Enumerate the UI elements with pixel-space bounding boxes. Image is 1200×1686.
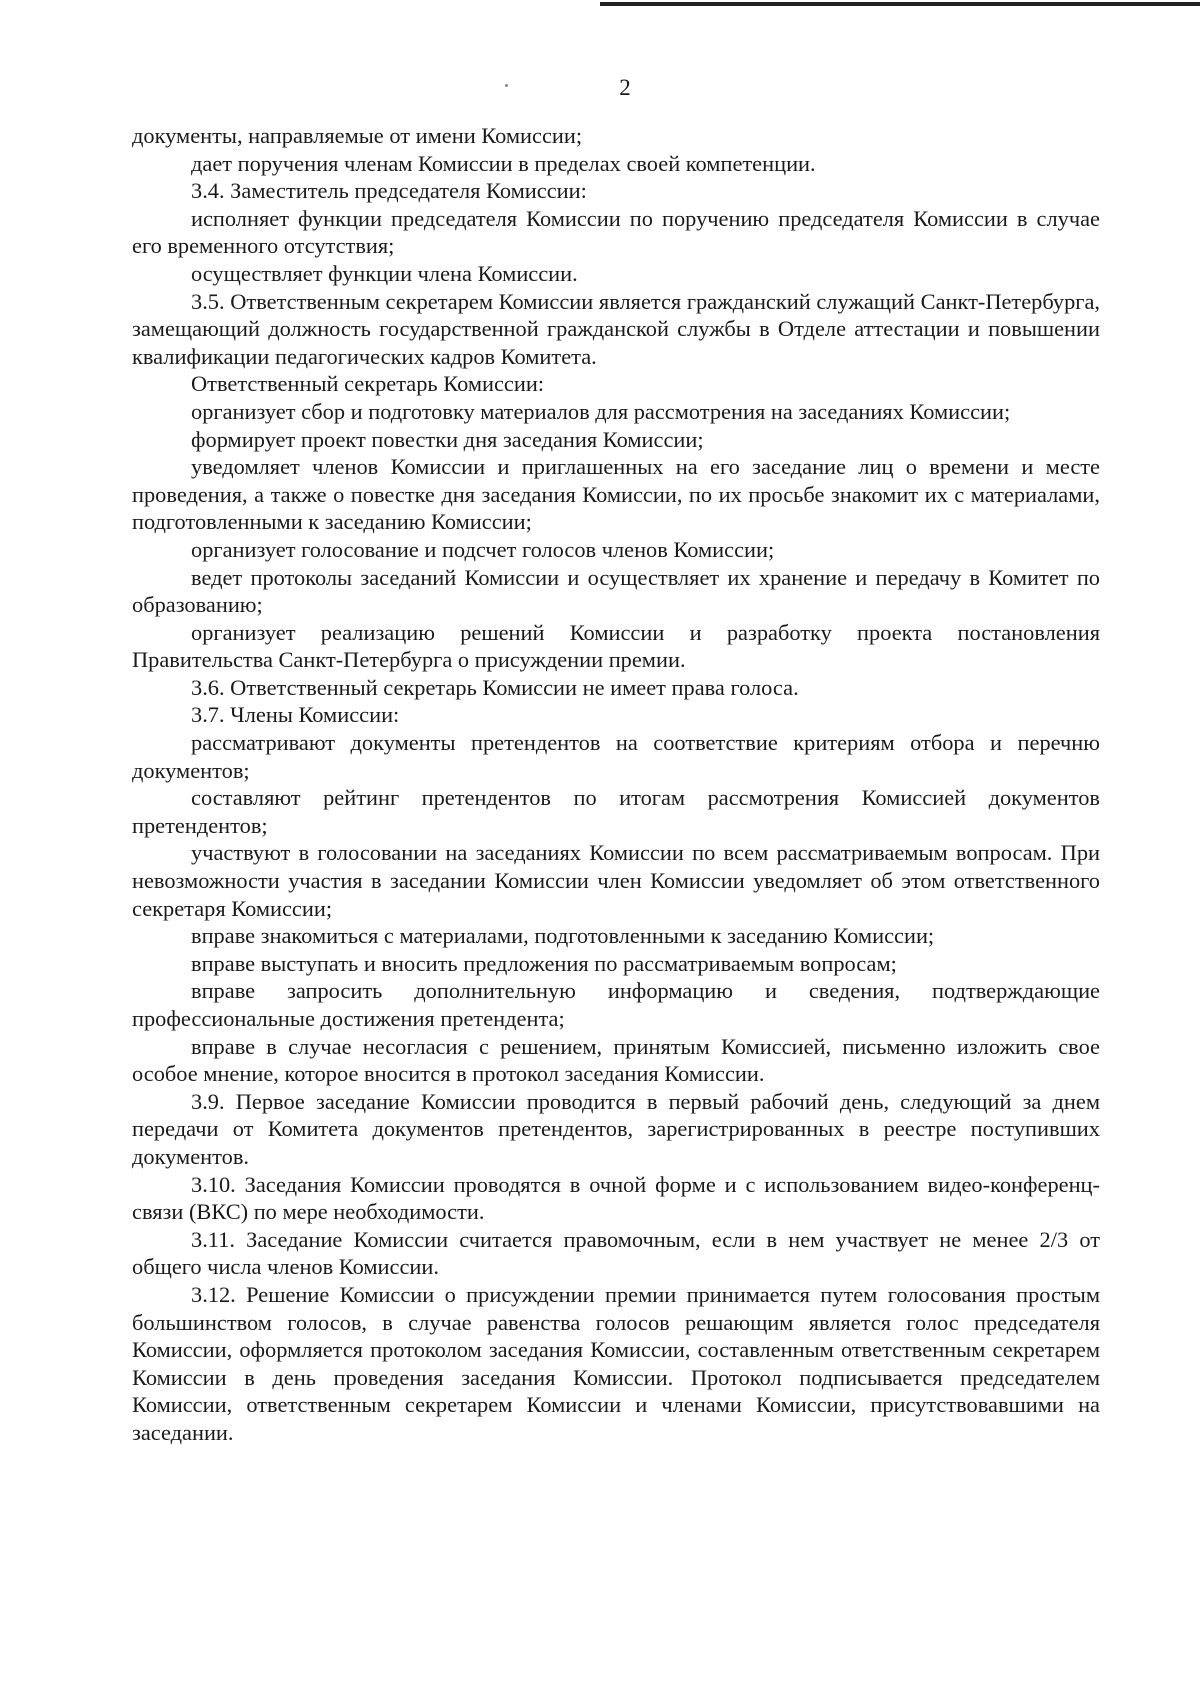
paragraph: осуществляет функции члена Комиссии. bbox=[191, 260, 578, 286]
paragraph: ведет протоколы заседаний Комиссии и осуществляет их хранение и передачу в Комитет по образованию; bbox=[132, 564, 1100, 618]
paragraph: вправе знакомиться с материалами, подготовленными к заседанию Комиссии; bbox=[191, 923, 935, 949]
page-number: 2 bbox=[619, 75, 631, 100]
paragraph: уведомляет членов Комиссии и приглашенных на его заседание лиц о времени и месте проведения, а также о повестке дня заседания Комиссии, по их просьбе знакомит их с материалами, подготовленными к заседанию Комиссии; bbox=[132, 454, 1100, 535]
paragraph: организует голосование и подсчет голосов членов Комиссии; bbox=[191, 536, 775, 562]
paragraph: вправе выступать и вносить предложения по рассматриваемым вопросам; bbox=[191, 950, 897, 976]
paragraph: 3.9. Первое заседание Комиссии проводится в первый рабочий день, следующий за днем передачи от Комитета документов претендентов, зарегистрированных в реестре поступивших документов. bbox=[132, 1088, 1100, 1169]
section-heading: Ответственный секретарь Комиссии: bbox=[191, 371, 545, 397]
section-heading: 3.7. Члены Комиссии: bbox=[191, 702, 400, 728]
paragraph: организует реализацию решений Комиссии и разработку проекта постановления Правительства Санкт-Петербурга о присуждении премии. bbox=[132, 619, 1100, 673]
section-heading: 3.4. Заместитель председателя Комиссии: bbox=[191, 178, 587, 204]
paragraph: 3.10. Заседания Комиссии проводятся в очной форме и с использованием видео-конференц-связи (ВКС) по мере необходимости. bbox=[132, 1171, 1100, 1225]
paragraph: рассматривают документы претендентов на соответствие критериям отбора и перечню документов; bbox=[132, 730, 1100, 783]
paragraph: участвуют в голосовании на заседаниях Комиссии по всем рассматриваемым вопросам. При невозможности участия в заседании Комиссии член Комиссии уведомляет об этом ответственного секретаря Комиссии; bbox=[132, 840, 1100, 921]
paragraph: формирует проект повестки дня заседания Комиссии; bbox=[191, 426, 704, 452]
scan-edge-mark bbox=[600, 2, 1200, 6]
paragraph: вправе в случае несогласия с решением, принятым Комиссией, письменно изложить свое особое мнение, которое вносится в протокол заседания Комиссии. bbox=[132, 1033, 1100, 1087]
paragraph: вправе запросить дополнительную информацию и сведения, подтверждающие профессиональные достижения претендента; bbox=[132, 978, 1100, 1031]
paragraph: организует сбор и подготовку материалов для рассмотрения на заседаниях Комиссии; bbox=[191, 398, 1011, 424]
paragraph: 3.5. Ответственным секретарем Комиссии является гражданский служащий Санкт-Петербурга, замещающий должность государственной гражданской службы в Отделе аттестации и повышении квалификации педагогических кадров Комитета. bbox=[132, 288, 1100, 369]
paragraph: дает поручения членам Комиссии в пределах своей компетенции. bbox=[191, 150, 816, 176]
document-body bbox=[132, 122, 1100, 1447]
paragraph: 3.6. Ответственный секретарь Комиссии не имеет права голоса. bbox=[191, 674, 799, 700]
paragraph: исполняет функции председателя Комиссии по поручению председателя Комиссии в случае его временного отсутствия; bbox=[132, 205, 1100, 259]
paragraph: составляют рейтинг претендентов по итогам рассмотрения Комиссией документов претендентов; bbox=[132, 785, 1100, 838]
paragraph: документы, направляемые от имени Комиссии; bbox=[132, 123, 583, 148]
paragraph: 3.12. Решение Комиссии о присуждении премии принимается путем голосования простым большинством голосов, в случае равенства голосов решающим является голос председателя Комиссии, оформляется протоколом заседания Комиссии, составленным ответственным секретарем Комиссии в день проведения заседания Комиссии. Протокол подписывается председателем Комиссии, ответственным секретарем Комиссии и членами Комиссии, присутствовавшими на заседании. bbox=[132, 1281, 1100, 1445]
paragraph: 3.11. Заседание Комиссии считается правомочным, если в нем участвует не менее 2/3 от общего числа членов Комиссии. bbox=[132, 1226, 1100, 1280]
